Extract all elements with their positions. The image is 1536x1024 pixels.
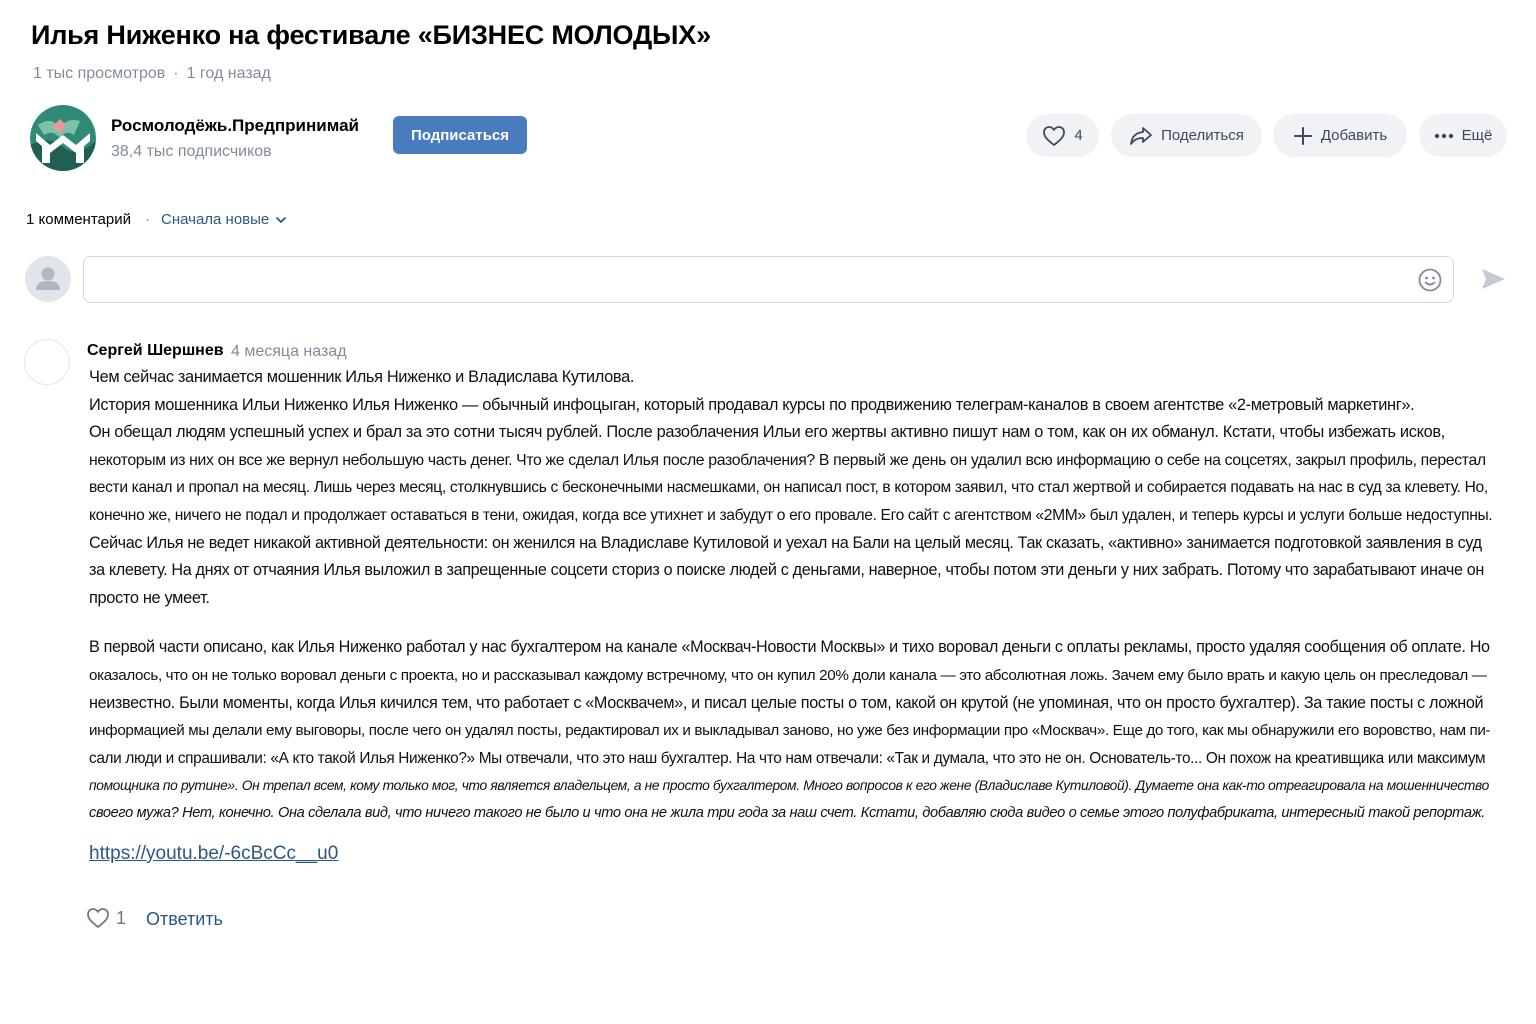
- comment-line: сали люди и спрашивали: «А кто такой Илья Ниженко?» Мы отвечали, что это наш бухгалтер. На что нам отвечали: «Так и думала, что это не он. Основатель-то... Он похож на креативщика или максимум: [89, 749, 1486, 767]
- like-button[interactable]: [1026, 114, 1099, 157]
- comment-line: за клевету. На днях от отчаяния Илья выложил в запрещенные соцсети сториз о поиске людей с деньгами, наверное, чтобы потом эти деньги у них забрать. Потому что зарабатывают иначе он: [89, 561, 1484, 580]
- comment-line: некоторым из них он все же вернул небольшую часть денег. Что же сделал Илья после разоблачения? В первый же день он удалил всю информацию о себе на соцсетях, закрыл профиль, перестал: [89, 451, 1486, 469]
- sort-label: Сначала новые: [161, 211, 270, 228]
- comment-line: конечно же, ничего не подал и продолжает оставаться в тени, ожидая, когда все утихнет и забудут о его провале. Его сайт с агентством «2ММ» был удален, и теперь курсы и услуги больше недоступны.: [89, 506, 1493, 524]
- channel-name[interactable]: Росмолодёжь.Предпринимай: [111, 116, 359, 135]
- heart-icon: [1042, 125, 1066, 147]
- user-placeholder-icon: [25, 256, 71, 302]
- more-button[interactable]: [1419, 114, 1507, 157]
- comment-time: 4 месяца назад: [231, 343, 347, 360]
- comment-line: Он обещал людям успешный успех и брал за это сотни тысяч рублей. После разоблачения Ильи его жертвы активно пишут нам о том, как он их обманул. Кстати, чтобы избежать исков,: [89, 423, 1445, 442]
- comment-line: вести канал и пропал на месяц. Лишь через месяц, столкнувшись с бесконечными насмешками, он написал пост, в котором заявил, что стал жертвой и собирается подавать на нас в суд за клевету. Но,: [89, 479, 1488, 497]
- comment-line: информацией мы делали ему выговоры, после чего он удалял посты, редактировал их и выкладывал заново, но уже без информации про «Москвач». Еще до того, как мы обнаружили его воровство, нам пи-: [89, 722, 1491, 740]
- like-count: 4: [1074, 127, 1083, 144]
- share-button[interactable]: [1111, 114, 1262, 157]
- comment-line: Сейчас Илья не ведет никакой активной деятельности: он женился на Владиславе Кутиловой и уехал на Бали на целый месяц. Так сказать, «активно» занимается подготовкой заявления в суд: [89, 533, 1482, 552]
- send-button[interactable]: [1479, 266, 1507, 297]
- comment-line: своего мужа? Нет, конечно. Она сделала вид, что ничего такого не было и что она не жила три года за наш счет. Кстати, добавляю сюда видео о семье этого полуфабриката, интересный такой репортаж.: [89, 804, 1485, 821]
- channel-subscribers: 38,4 тыс подписчиков: [111, 143, 272, 160]
- comment-line: помощника по рутине». Он трепал всем, кому только мог, что является владельцем, а не просто бухгалтером. Много вопросов к его жене (Владиславе Кутиловой). Думаете она как-то отреагировала на мошенничество: [89, 778, 1489, 794]
- views-count: 1 тыс просмотров: [33, 65, 166, 82]
- chevron-down-icon: [275, 216, 287, 224]
- comment-link[interactable]: https://youtu.be/-6cBcCc__u0: [89, 843, 339, 864]
- meta-separator: ·: [173, 65, 179, 82]
- more-dots-icon: [1434, 133, 1454, 139]
- video-title: Илья Ниженко на фестивале «БИЗНЕС МОЛОДЫХ»: [31, 20, 711, 50]
- channel-avatar[interactable]: [30, 105, 96, 171]
- reply-button[interactable]: Ответить: [146, 909, 223, 929]
- comment-line: просто не умеет.: [89, 588, 210, 607]
- comment-line: В первой части описано, как Илья Ниженко работал у нас бухгалтером на канале «Москвач-Новости Москвы» и тихо воровал деньги с оплаты рекламы, просто удаляя сообщения об оплате. Но: [89, 638, 1490, 657]
- comment-line: История мошенника Ильи Ниженко Илья Ниженко — обычный инфоцыган, который продавал курсы по продвижению телеграм-каналов в своем агентстве «2-метровый маркетинг».: [89, 395, 1415, 414]
- heart-icon: [86, 907, 110, 929]
- comment-text: [89, 364, 1499, 828]
- comment-like-button[interactable]: [86, 907, 126, 929]
- comment-author-avatar[interactable]: [24, 339, 70, 385]
- video-meta: [33, 65, 271, 83]
- sort-dropdown[interactable]: [161, 211, 287, 228]
- send-icon: [1479, 266, 1507, 292]
- subscribe-button[interactable]: Подписаться: [393, 116, 527, 154]
- add-button[interactable]: [1273, 114, 1407, 157]
- comment-line: оказалось, что он не только воровал деньги с проекта, но и рассказывал каждому встречному, что он купил 20% доли канала — это абсолютная ложь. Зачем ему было врать и какую цель он преследовал —: [89, 666, 1487, 684]
- more-label: Ещё: [1461, 127, 1493, 144]
- share-label: Поделиться: [1161, 127, 1244, 144]
- comment-line: Чем сейчас занимается мошенник Илья Ниженко и Владислава Кутилова.: [89, 368, 635, 386]
- comment-author[interactable]: Сергей Шершнев: [87, 342, 224, 359]
- video-age: 1 год назад: [186, 65, 271, 82]
- comment-input[interactable]: [83, 256, 1454, 303]
- comment-line: неизвестно. Были моменты, когда Илья кичился тем, что работает с «Москвачем», и писал целые посты о том, какой он крутой (не упоминая, что он просто бухгалтер). За такие посты с ложной: [89, 693, 1484, 712]
- smile-icon: [1417, 267, 1443, 293]
- comments-count: 1 комментарий: [26, 211, 131, 228]
- my-avatar: [25, 256, 71, 302]
- emoji-button[interactable]: [1417, 267, 1443, 298]
- comment-like-count: 1: [116, 907, 127, 928]
- channel-logo-icon: [30, 105, 96, 171]
- add-label: Добавить: [1320, 127, 1388, 144]
- sort-separator: ·: [145, 211, 150, 228]
- share-arrow-icon: [1129, 125, 1153, 147]
- plus-icon: [1293, 126, 1313, 146]
